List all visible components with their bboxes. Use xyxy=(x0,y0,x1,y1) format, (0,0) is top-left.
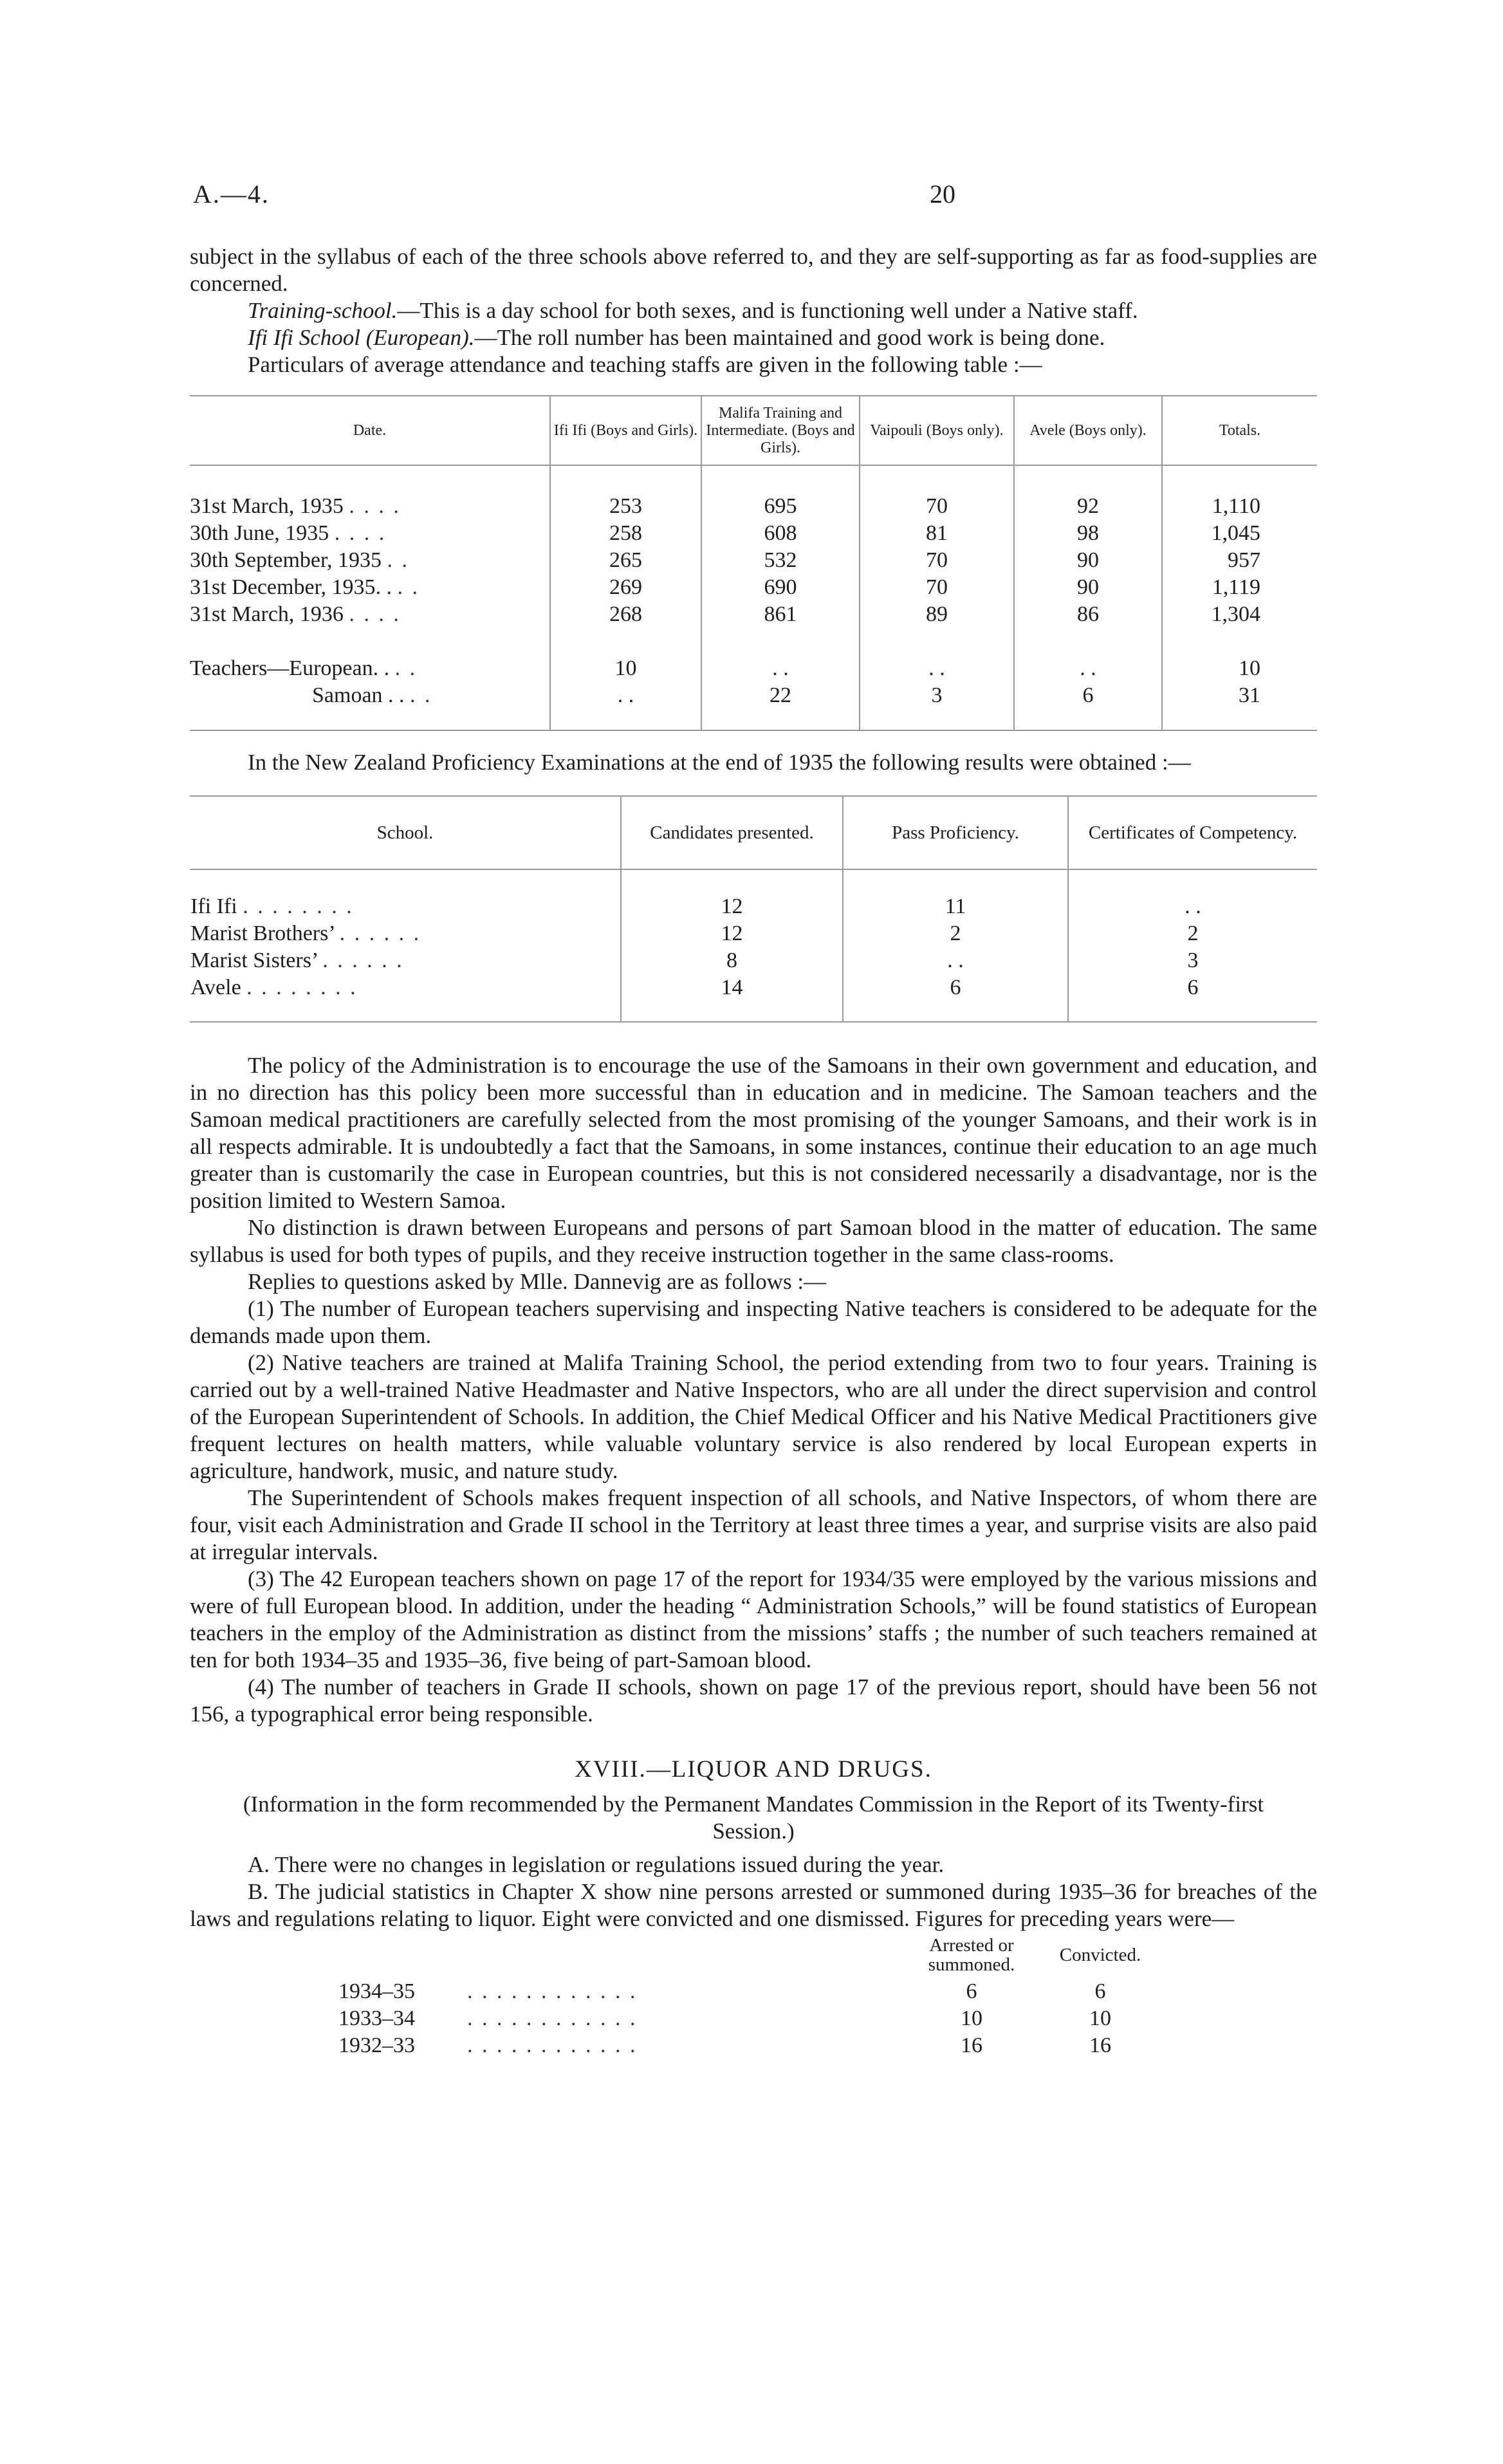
header-ifi: Ifi Ifi (Boys and Girls). xyxy=(550,396,701,465)
liquor-statistics-table xyxy=(338,1935,1161,2059)
header-arrested: Arrested or summoned. xyxy=(928,1935,1015,1975)
replies-paragraph: Replies to questions asked by Mlle. Dannevig are as follows :— xyxy=(248,1269,827,1294)
reply-1-paragraph: (1) The number of European teachers supervising and inspecting Native teachers is considered to be adequate for the demands made upon them. xyxy=(190,1296,1317,1348)
exam-intro-paragraph: In the New Zealand Proficiency Examinations at the end of 1935 the following results were obtained :— xyxy=(248,750,1191,775)
attendance-table xyxy=(190,395,1317,731)
table-row: 1932–33 . . . . . . . . . . . . 16 16 xyxy=(338,2033,1111,2057)
document-body xyxy=(190,243,1317,2059)
page-number: 20 xyxy=(930,180,955,208)
table-row-teachers-european: Teachers—European. . . . 10 . . . . . . 10 xyxy=(190,655,1317,682)
reply-2-paragraph: (2) Native teachers are trained at Malifa Training School, the period extending from two to four years. Training is carried out by a well-trained Native Headmaster and Native Inspectors, who are all under the direct supervision and control of the European Superintendent of Schools. In addition, the Chief Medical Officer and his Native Medical Practitioners give frequent lectures on health matters, while valuable voluntary service is also rendered by local European experts in agriculture, handwork, music, and nature study. xyxy=(190,1350,1317,1483)
table-row: 31st March, 1935 . . . . 253 695 70 92 1,110 xyxy=(190,493,1317,520)
para-a: A. There were no changes in legislation or regulations issued during the year. xyxy=(248,1852,945,1877)
table-row: 31st December, 1935. . . . 269 690 70 90 1,119 xyxy=(190,574,1317,601)
header-date: Date. xyxy=(190,396,550,465)
table-row: 1933–34 . . . . . . . . . . . . 10 10 xyxy=(338,2006,1111,2030)
table-row: 30th June, 1935 . . . . 258 608 81 98 1,045 xyxy=(190,520,1317,547)
table-row: 30th September, 1935 . . 265 532 70 90 957 xyxy=(190,547,1317,574)
para-b: B. The judicial statistics in Chapter X show nine persons arrested or summoned during 1935–36 for breaches of the laws and regulations relating to liquor. Eight were convicted and one dismissed. Figures for preceding years were— xyxy=(190,1879,1317,1931)
table-row: Avele . . . . . . . . 14 6 6 xyxy=(190,974,1317,1022)
ifi-school-title: Ifi Ifi School (European). xyxy=(248,325,475,350)
ifi-school-paragraph xyxy=(190,324,1317,351)
header-vaipouli: Vaipouli (Boys only). xyxy=(860,396,1014,465)
training-school-text: —This is a day school for both sexes, and is functioning well under a Native staff. xyxy=(397,298,1138,323)
table-row: Marist Sisters’ . . . . . . 8 . . 3 xyxy=(190,947,1317,974)
document-reference: A.—4. xyxy=(193,180,270,208)
policy-paragraph: The policy of the Administration is to encourage the use of the Samoans in their own government and education, and in no direction has this policy been more successful than in education and in medicine. The Samoan teachers and the Samoan medical practitioners are carefully selected from the most promising of the younger Samoans, and their work is in all respects admirable. It is undoubtedly a fact that the Samoans, in some instances, continue their education to an age much greater than is customarily the case in European countries, but this is not considered necessarily a disadvantage, nor is the position limited to Western Samoa. xyxy=(190,1053,1317,1213)
training-school-paragraph xyxy=(190,297,1317,324)
header-pass: Pass Proficiency. xyxy=(843,796,1068,869)
section-subtitle: (Information in the form recommended by the Permanent Mandates Commission in the Report of its Twenty-first Session.) xyxy=(243,1792,1264,1844)
table-row-teachers-samoan: Samoan . . . . . . 22 3 6 31 xyxy=(190,682,1317,730)
header-totals: Totals. xyxy=(1162,396,1317,465)
ifi-school-text: —The roll number has been maintained and good work is being done. xyxy=(474,325,1105,350)
page-header xyxy=(193,179,1313,218)
table-row: Ifi Ifi . . . . . . . . 12 11 . . xyxy=(190,893,1317,920)
proficiency-table-header xyxy=(190,796,1317,869)
header-candidates: Candidates presented. xyxy=(621,796,843,869)
intro-paragraph: subject in the syllabus of each of the three schools above referred to, and they are self-supporting as far as food-supplies are concerned. xyxy=(190,244,1317,296)
table-row: Marist Brothers’ . . . . . . 12 2 2 xyxy=(190,920,1317,947)
table-row: 31st March, 1936 . . . . 268 861 89 86 1,304 xyxy=(190,601,1317,628)
header-convicted: Convicted. xyxy=(1059,1945,1141,1965)
proficiency-table xyxy=(190,795,1317,1023)
table-row: 1934–35 . . . . . . . . . . . . 6 6 xyxy=(338,1979,1106,2003)
training-school-title: Training-school. xyxy=(248,298,398,323)
liquor-table-header xyxy=(338,1935,1161,1978)
distinction-paragraph: No distinction is drawn between Europeans and persons of part Samoan blood in the matter of education. The same syllabus is used for both types of pupils, and they receive instruction together in the same class-rooms. xyxy=(190,1215,1317,1267)
particulars-paragraph: Particulars of average attendance and teaching staffs are given in the following table :— xyxy=(248,352,1042,377)
header-certificates: Certificates of Competency. xyxy=(1068,796,1317,869)
header-malifa: Malifa Training and Intermediate. (Boys and Girls). xyxy=(701,396,860,465)
reply-4-paragraph: (4) The number of teachers in Grade II schools, shown on page 17 of the previous report, should have been 56 not 156, a typographical error being responsible. xyxy=(190,1674,1317,1727)
header-avele: Avele (Boys only). xyxy=(1014,396,1162,465)
section-title: XVIII.—LIQUOR AND DRUGS. xyxy=(575,1756,932,1783)
attendance-table-header xyxy=(190,396,1317,465)
reply-3-paragraph: (3) The 42 European teachers shown on page 17 of the report for 1934/35 were employed by the various missions and were of full European blood. In addition, under the heading “ Administration Schools,” will be found statistics of European teachers in the employ of the Administration as distinct from the missions’ staffs ; the number of such teachers remained at ten for both 1934–35 and 1935–36, five being of part-Samoan blood. xyxy=(190,1566,1317,1672)
superintendent-paragraph: The Superintendent of Schools makes frequent inspection of all schools, and Native Inspectors, of whom there are four, visit each Administration and Grade II school in the Territory at least three times a year, and surprise visits are also paid at irregular intervals. xyxy=(190,1485,1317,1564)
header-school: School. xyxy=(190,796,621,869)
report-paragraphs xyxy=(190,1052,1317,1728)
